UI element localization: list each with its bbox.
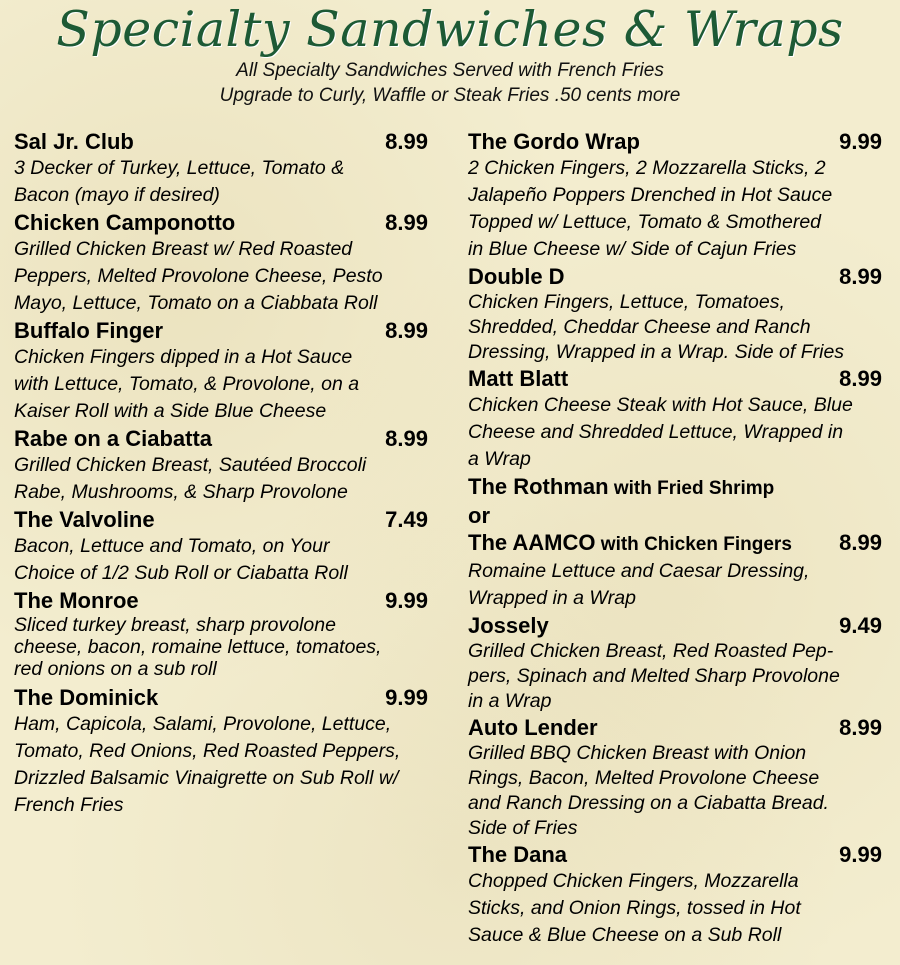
- menu-item: [14, 209, 428, 317]
- item-name: Sal Jr. Club: [14, 129, 134, 154]
- desc-line: Choice of 1/2 Sub Roll or Ciabatta Roll: [14, 562, 348, 584]
- menu-item: [468, 612, 882, 714]
- desc-line: in Blue Cheese w/ Side of Cajun Fries: [468, 238, 797, 260]
- item-name: The Monroe: [14, 588, 139, 613]
- item-description: [468, 741, 882, 841]
- desc-line: Side of Fries: [468, 817, 578, 839]
- desc-line: Sauce & Blue Cheese on a Sub Roll: [468, 924, 782, 946]
- item-name: The Dominick: [14, 685, 159, 710]
- item-name: The Valvoline: [14, 507, 155, 532]
- desc-line: a Wrap: [468, 448, 531, 470]
- desc-line: Shredded, Cheddar Cheese and Ranch: [468, 316, 811, 338]
- desc-line: Grilled BBQ Chicken Breast with Onion: [468, 742, 807, 764]
- menu-subtitle-upgrade: Upgrade to Curly, Waffle or Steak Fries .50 cents more: [219, 85, 681, 106]
- item-description: [14, 236, 428, 317]
- item-price: 9.49: [839, 613, 882, 638]
- desc-line: Kaiser Roll with a Side Blue Cheese: [14, 400, 327, 422]
- item-description: [468, 155, 882, 263]
- menu-item: [468, 263, 882, 365]
- desc-line: Cheese and Shredded Lettuce, Wrapped in: [468, 421, 844, 443]
- item-name: The Dana: [468, 842, 568, 867]
- item-name: Jossely: [468, 613, 549, 638]
- item-description: [14, 711, 428, 819]
- desc-line: Bacon, Lettuce and Tomato, on Your: [14, 535, 330, 557]
- item-name: Matt Blatt: [468, 366, 569, 391]
- left-column: [14, 128, 428, 819]
- item-description: [14, 533, 428, 587]
- desc-line: Tomato, Red Onions, Red Roasted Peppers,: [14, 740, 401, 762]
- item-price: 9.99: [839, 129, 882, 154]
- menu-header: [0, 0, 900, 108]
- desc-line: Rabe, Mushrooms, & Sharp Provolone: [14, 481, 348, 503]
- item-price: 8.99: [839, 530, 882, 555]
- item-name: Auto Lender: [468, 715, 598, 740]
- menu-item: [468, 841, 882, 949]
- desc-line: Peppers, Melted Provolone Cheese, Pesto: [14, 265, 383, 287]
- desc-line: Mayo, Lettuce, Tomato on a Ciabbata Roll: [14, 292, 378, 314]
- item-name-rothman: The Rothman: [468, 474, 609, 499]
- menu-item: [468, 714, 882, 841]
- item-price: 9.99: [385, 685, 428, 710]
- item-or-separator: or: [468, 503, 490, 528]
- desc-line: Grilled Chicken Breast, Sautéed Broccoli: [14, 454, 367, 476]
- desc-line: Chicken Cheese Steak with Hot Sauce, Blue: [468, 394, 853, 416]
- desc-line: with Lettuce, Tomato, & Provolone, on a: [14, 373, 360, 395]
- item-description: [468, 290, 882, 365]
- desc-line: Chicken Fingers dipped in a Hot Sauce: [14, 346, 353, 368]
- item-name: Chicken Camponotto: [14, 210, 236, 235]
- item-name-note: with Fried Shrimp: [608, 478, 775, 499]
- item-price: 8.99: [839, 715, 882, 740]
- menu-item: [468, 473, 882, 612]
- item-description: [468, 639, 882, 714]
- desc-line: 2 Chicken Fingers, 2 Mozzarella Sticks, 2: [468, 157, 826, 179]
- item-price: 8.99: [385, 210, 428, 235]
- item-price: 9.99: [385, 588, 428, 613]
- item-name: [468, 473, 774, 502]
- menu-item: [14, 425, 428, 506]
- item-description: [468, 558, 882, 612]
- desc-line: Chicken Fingers, Lettuce, Tomatoes,: [468, 291, 785, 313]
- desc-line: French Fries: [14, 794, 124, 816]
- menu-subtitle-fries: All Specialty Sandwiches Served with French Fries: [236, 60, 664, 81]
- desc-line: pers, Spinach and Melted Sharp Provolone: [468, 665, 840, 687]
- desc-line: Sliced turkey breast, sharp provolone: [14, 614, 336, 636]
- desc-line: in a Wrap: [468, 690, 552, 712]
- item-description: [14, 155, 428, 209]
- desc-line: Grilled Chicken Breast w/ Red Roasted: [14, 238, 353, 260]
- menu-title: Specialty Sandwiches & Wraps: [56, 1, 844, 58]
- item-name: Double D: [468, 264, 565, 289]
- item-price: 7.49: [385, 507, 428, 532]
- desc-line: Chopped Chicken Fingers, Mozzarella: [468, 870, 799, 892]
- item-description: [468, 392, 882, 473]
- desc-line: Ham, Capicola, Salami, Provolone, Lettuce,: [14, 713, 392, 735]
- item-name-aamco: The AAMCO: [468, 530, 596, 555]
- menu-item: [468, 128, 882, 263]
- item-name: Buffalo Finger: [14, 318, 164, 343]
- desc-line: Bacon (mayo if desired): [14, 184, 220, 206]
- menu-item: [468, 365, 882, 473]
- item-price: 8.99: [839, 264, 882, 289]
- item-price: 8.99: [839, 366, 882, 391]
- desc-line: Sticks, and Onion Rings, tossed in Hot: [468, 897, 801, 919]
- desc-line: Grilled Chicken Breast, Red Roasted Pep-: [468, 640, 834, 662]
- menu-item: [14, 317, 428, 425]
- desc-line: Rings, Bacon, Melted Provolone Cheese: [468, 767, 820, 789]
- item-price: 8.99: [385, 129, 428, 154]
- desc-line: Wrapped in a Wrap: [468, 587, 636, 609]
- item-description: [468, 868, 882, 949]
- desc-line: red onions on a sub roll: [14, 658, 217, 680]
- item-name-note: with Chicken Fingers: [595, 534, 792, 555]
- menu-item: [14, 684, 428, 819]
- desc-line: Jalapeño Poppers Drenched in Hot Sauce: [468, 184, 833, 206]
- item-description: [14, 344, 428, 425]
- right-column: [468, 128, 882, 949]
- desc-line: and Ranch Dressing on a Ciabatta Bread.: [468, 792, 829, 814]
- item-price: 8.99: [385, 426, 428, 451]
- item-description: [14, 614, 428, 680]
- menu-item: [14, 128, 428, 209]
- item-price: 9.99: [839, 842, 882, 867]
- desc-line: 3 Decker of Turkey, Lettuce, Tomato &: [14, 157, 345, 179]
- menu-item: [14, 587, 428, 680]
- item-description: [14, 452, 428, 506]
- desc-line: cheese, bacon, romaine lettuce, tomatoes,: [14, 636, 382, 658]
- menu-item: [14, 506, 428, 587]
- item-price: 8.99: [385, 318, 428, 343]
- item-name: The Gordo Wrap: [468, 129, 640, 154]
- desc-line: Drizzled Balsamic Vinaigrette on Sub Roll w/: [14, 767, 399, 789]
- desc-line: Topped w/ Lettuce, Tomato & Smothered: [468, 211, 822, 233]
- desc-line: Romaine Lettuce and Caesar Dressing,: [468, 560, 810, 582]
- desc-line: Dressing, Wrapped in a Wrap. Side of Fries: [468, 341, 845, 363]
- item-name: Rabe on a Ciabatta: [14, 426, 213, 451]
- item-name: [468, 529, 792, 558]
